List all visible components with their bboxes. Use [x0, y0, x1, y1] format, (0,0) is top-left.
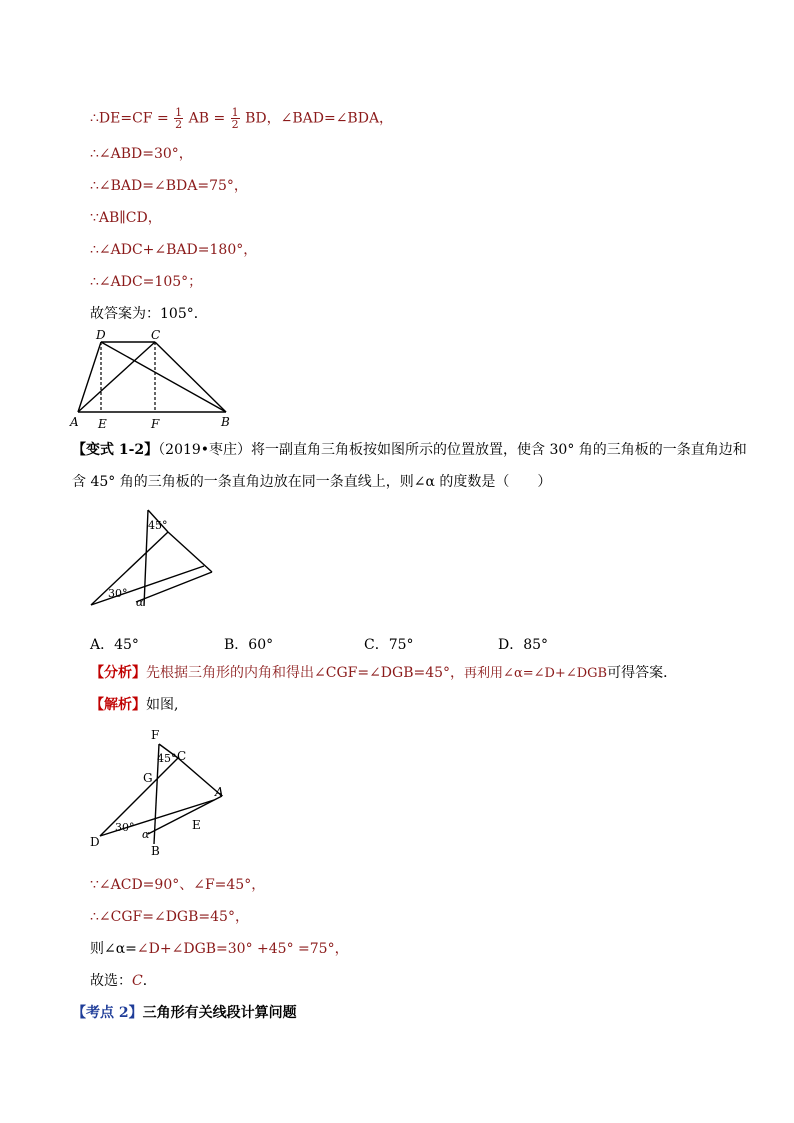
- solution2-line-4-a: 故选：: [90, 973, 132, 989]
- trapezoid-figure: [66, 326, 246, 432]
- solution2-line-4-b: C: [132, 973, 143, 989]
- solution2-line-3: [90, 940, 349, 958]
- solution2-line-1: ∵∠ACD=90°、∠F=45°，: [90, 877, 266, 893]
- fig2-label-alpha: α: [136, 596, 144, 609]
- fig1-label-f: F: [151, 417, 160, 431]
- kaodian-title: 三角形有关线段计算问题: [142, 1005, 297, 1021]
- fig3-label-b: B: [151, 844, 160, 858]
- fig3-label-c: C: [177, 749, 187, 763]
- fig1-label-b: B: [221, 415, 230, 429]
- solution2-line-3-b: ∠D+∠DGB=30° +45° =75°，: [136, 941, 349, 957]
- triangle-rulers-figure: [86, 504, 218, 612]
- fig3-label-e: E: [192, 818, 201, 832]
- labeled-triangle-figure: [86, 724, 236, 862]
- analysis-text-c: 可得答案．: [607, 665, 678, 681]
- fig3-label-alpha: α: [142, 828, 150, 841]
- variant-tag: 【变式 1-2】: [72, 442, 159, 458]
- solution-line-1-suffix: BD，∠BAD=∠BDA，: [245, 110, 394, 127]
- fraction-2-denominator: 2: [231, 118, 239, 131]
- fig1-label-e: E: [98, 417, 107, 431]
- option-b[interactable]: B．60°: [224, 637, 274, 653]
- fig1-label-c: C: [151, 328, 161, 342]
- fig3-label-f: F: [151, 728, 160, 742]
- solution-tag: 【解析】: [90, 697, 146, 713]
- analysis-text-a: 先根据三角形的内角和得出∠CGF=∠DGB=45°，: [146, 665, 465, 681]
- solution2-line-4: [90, 972, 157, 990]
- solution-head: [90, 696, 178, 714]
- solution-line-2: ∴∠ABD=30°，: [90, 146, 193, 162]
- fraction-1-denominator: 2: [175, 118, 183, 131]
- variant-question-line-2: 含 45° 角的三角板的一条直角边放在同一条直线上，则∠α 的度数是（ ）: [72, 474, 552, 490]
- kaodian-tag: 【考点 2】: [72, 1005, 143, 1021]
- solution-line-4: ∵AB∥CD，: [90, 210, 162, 226]
- analysis-line: [90, 664, 677, 683]
- fig3-label-a: A: [215, 785, 224, 799]
- solution-line-3: ∴∠BAD=∠BDA=75°，: [90, 178, 248, 194]
- variant-text-a: （2019•枣庄）将一副直角三角板按如图所示的位置放置，使含 30° 角的三角板的一条直角边和: [158, 442, 747, 458]
- solution-line-1: [90, 107, 393, 130]
- fraction-1-numerator: 1: [175, 106, 183, 119]
- fig3-label-d: D: [90, 835, 100, 849]
- kaodian-heading: [72, 1004, 297, 1022]
- analysis-tag: 【分析】: [90, 665, 146, 681]
- fig3-label-g: G: [143, 771, 153, 785]
- fig1-label-d: D: [96, 328, 106, 342]
- fig2-label-45: 45°: [148, 519, 168, 532]
- solution2-line-2: ∴∠CGF=∠DGB=45°，: [90, 909, 249, 925]
- option-d[interactable]: D．85°: [498, 637, 549, 653]
- fig2-label-30: 30°: [108, 587, 128, 600]
- solution-head-text: 如图,: [146, 697, 179, 713]
- fraction-2-numerator: 1: [231, 106, 239, 119]
- fig3-label-45: 45°: [157, 752, 177, 765]
- fraction-1: [174, 107, 183, 130]
- option-c[interactable]: C．75°: [364, 637, 414, 653]
- solution2-line-3-a: 则∠α=: [90, 941, 137, 957]
- fig3-label-30: 30°: [115, 821, 135, 834]
- solution-line-1-prefix: ∴DE=CF =: [90, 110, 169, 127]
- solution-line-1-mid: AB =: [188, 110, 226, 127]
- analysis-text-b: 再利用∠α=∠D+∠DGB: [464, 666, 608, 681]
- fraction-2: [231, 107, 240, 130]
- variant-question-line-1: [72, 441, 747, 459]
- solution-line-6: ∴∠ADC=105°；: [90, 274, 203, 290]
- option-a[interactable]: A．45°: [90, 637, 139, 653]
- solution2-line-4-c: ．: [142, 973, 157, 989]
- solution-line-5: ∴∠ADC+∠BAD=180°，: [90, 242, 258, 258]
- answer-line: 故答案为：105°．: [90, 306, 208, 322]
- fig1-label-a: A: [70, 415, 79, 429]
